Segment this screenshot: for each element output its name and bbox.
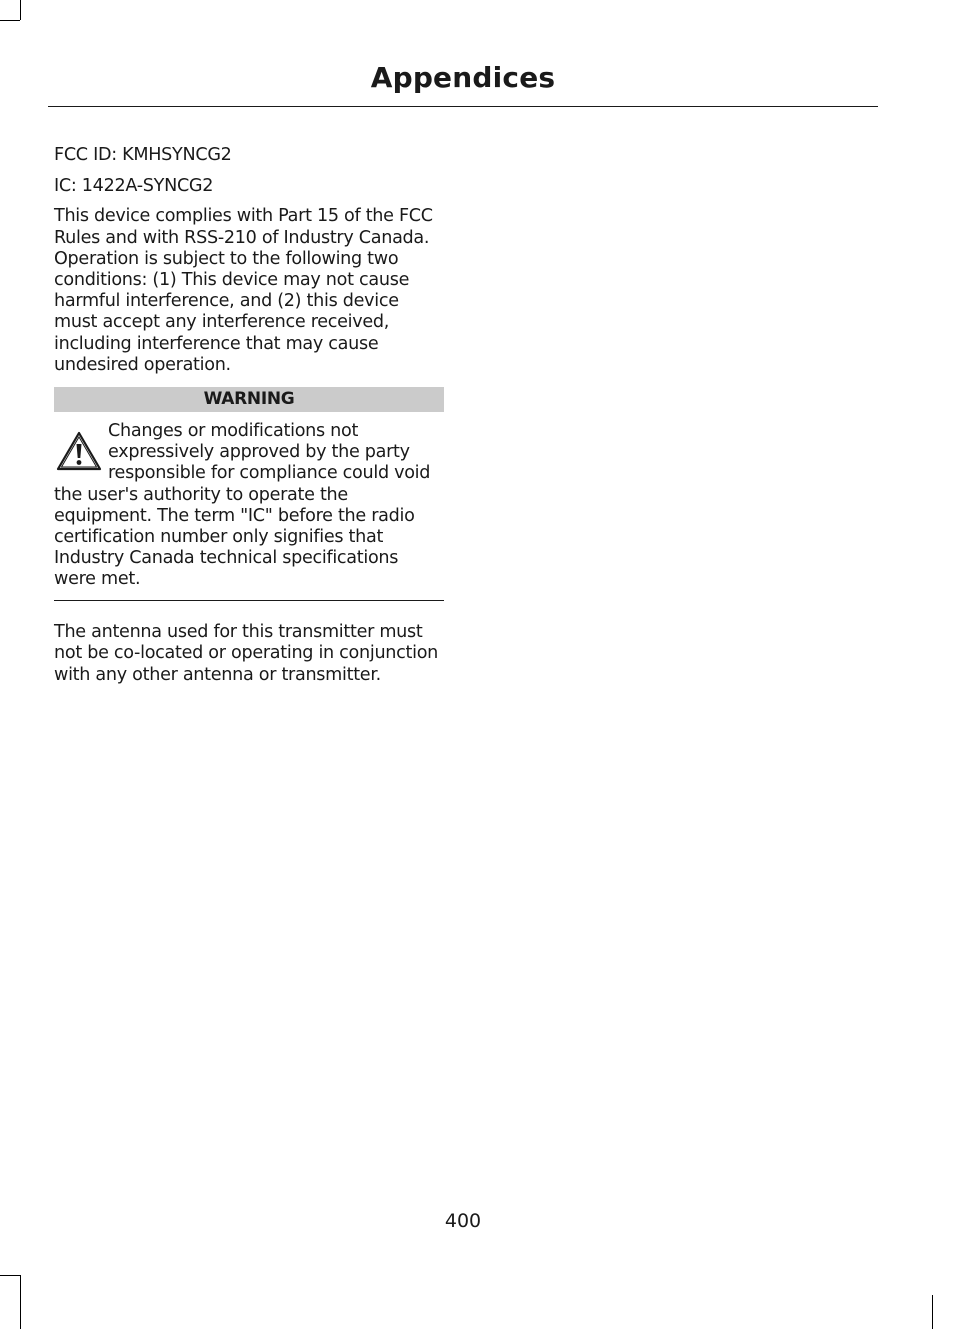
page-title: Appendices xyxy=(370,61,556,94)
antenna-paragraph: The antenna used for this transmitter must not be co-located or operating in conjunction with any other antenna or transmitter. xyxy=(54,622,439,685)
crop-mark-bottom-right-v xyxy=(932,1295,933,1329)
crop-mark-bottom-left-v xyxy=(20,1275,21,1329)
warning-bottom-rule xyxy=(54,600,444,601)
warning-text: Changes or modifications not expressively approved by the party responsible for compliance could void the user's authority to operate the equipment. The term "IC" before the radio certification number only signifies that Industry Canada technical specifications were met. xyxy=(54,421,431,590)
warning-header: WARNING xyxy=(54,387,444,412)
ic-text: IC: 1422A-SYNCG2 xyxy=(54,175,214,196)
crop-mark-top-left-h xyxy=(0,20,20,21)
crop-mark-bottom-left-h xyxy=(0,1275,20,1276)
fcc-id-text: FCC ID: KMHSYNCG2 xyxy=(54,145,232,165)
crop-mark-top-left-v xyxy=(20,0,21,20)
warning-triangle-icon xyxy=(54,429,104,473)
warning-box xyxy=(54,421,444,601)
header-rule xyxy=(48,106,878,107)
compliance-paragraph: This device complies with Part 15 of the FCC Rules and with RSS-210 of Industry Canada. Operation is subject to the following two conditions: (1) This device may not cause harmful interference, and (2) this device must accept any interference received, including interference that may cause undesired operation. xyxy=(54,206,433,375)
main-column xyxy=(54,145,444,695)
page-number: 400 xyxy=(444,1210,482,1232)
